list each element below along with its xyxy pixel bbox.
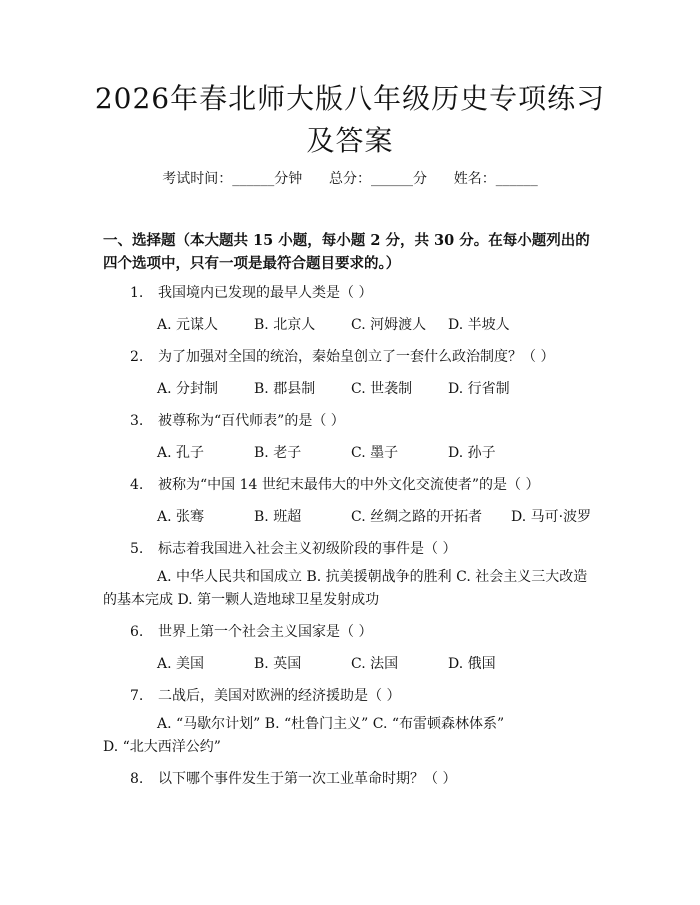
option-d: D. 半坡人 [448, 317, 510, 333]
question-7 [130, 685, 400, 705]
total-score-field: 总分：______分 [329, 171, 427, 187]
question-5-options [103, 566, 597, 612]
option-d: D. 马可·波罗 [511, 509, 592, 525]
question-text: 为了加强对全国的统治，秦始皇创立了一套什么政治制度？（ ） [158, 349, 555, 365]
question-3 [130, 410, 345, 430]
question-number: 3. [130, 413, 144, 429]
question-text: 世界上第一个社会主义国家是（ ） [158, 624, 373, 640]
question-number: 1. [130, 285, 144, 301]
option-d: D. 俄国 [448, 656, 496, 672]
option-d: D. “北大西洋公约” [103, 739, 221, 755]
option-c: C. 丝绸之路的开拓者 [351, 509, 483, 525]
question-text: 被称为“中国 14 世纪末最伟大的中外文化交流使者”的是（ ） [158, 477, 540, 493]
option-c: C. 墨子 [351, 445, 399, 461]
question-number: 4. [130, 477, 144, 493]
option-c: C. 世袭制 [351, 381, 413, 397]
question-8 [130, 768, 456, 788]
question-1 [130, 282, 372, 302]
option-b: B. 抗美援朝战争的胜利 [306, 569, 452, 585]
option-a: A. “马歇尔计划” [157, 716, 261, 732]
option-d: D. 第一颗人造地球卫星发射成功 [177, 592, 380, 608]
exam-time-field: 考试时间：______分钟 [162, 171, 303, 187]
option-a: A. 孔子 [157, 445, 205, 461]
option-b: B. 班超 [254, 509, 302, 525]
option-a: A. 元谋人 [157, 317, 219, 333]
option-b: B. 老子 [254, 445, 302, 461]
question-number: 5. [130, 541, 144, 557]
option-b: B. “杜鲁门主义” [264, 716, 369, 732]
question-6 [130, 621, 372, 641]
option-d: D. 行省制 [448, 381, 510, 397]
question-text: 标志着我国进入社会主义初级阶段的事件是（ ） [158, 541, 457, 557]
option-a: A. 美国 [157, 656, 205, 672]
option-b: B. 郡县制 [254, 381, 316, 397]
question-2-options [157, 378, 545, 398]
question-7-options [103, 713, 597, 759]
page-title: 2026年春北师大版八年级历史专项练习及答案 [94, 82, 606, 157]
option-b: B. 北京人 [254, 317, 316, 333]
question-2 [130, 346, 554, 366]
option-b: B. 英国 [254, 656, 302, 672]
question-number: 2. [130, 349, 144, 365]
option-a: A. 中华人民共和国成立 [157, 569, 303, 585]
question-text: 被尊称为“百代师表”的是（ ） [158, 413, 345, 429]
name-field: 姓名：______ [453, 171, 538, 187]
question-number: 6. [130, 624, 144, 640]
question-4 [130, 474, 539, 494]
option-a: A. 张骞 [157, 509, 205, 525]
question-4-options [157, 506, 591, 526]
option-c: C. 法国 [351, 656, 399, 672]
option-c: C. 社会主义三大改造的基本完成 [103, 569, 588, 608]
question-number: 7. [130, 688, 144, 704]
option-c: C. “布雷顿森林体系” [372, 716, 505, 732]
question-5 [130, 538, 456, 558]
section-heading: 一、选择题（本大题共 15 小题，每小题 2 分，共 30 分。在每小题列出的四个选项中，只有一项是最符合题目要求的。） [103, 232, 590, 272]
exam-meta [0, 168, 700, 188]
question-text: 以下哪个事件发生于第一次工业革命时期？（ ） [158, 771, 457, 787]
question-text: 我国境内已发现的最早人类是（ ） [158, 285, 373, 301]
question-1-options [157, 314, 545, 334]
option-c: C. 河姆渡人 [351, 317, 427, 333]
question-3-options [157, 442, 545, 462]
option-d: D. 孙子 [448, 445, 496, 461]
option-a: A. 分封制 [157, 381, 219, 397]
question-number: 8. [130, 771, 144, 787]
question-6-options [157, 653, 545, 673]
question-text: 二战后，美国对欧洲的经济援助是（ ） [158, 688, 401, 704]
